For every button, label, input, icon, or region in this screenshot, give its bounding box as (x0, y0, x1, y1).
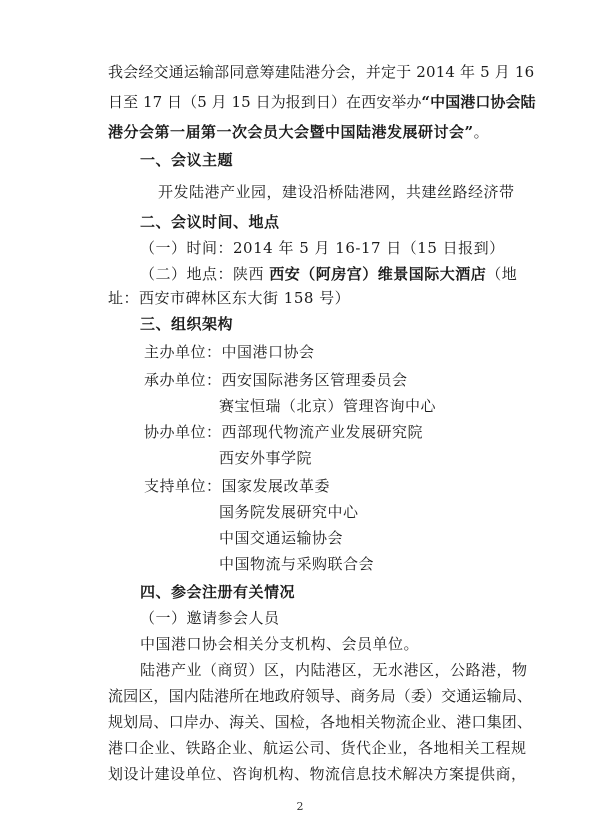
section-1-heading: 一、会议主题 (140, 151, 234, 169)
supporter-label: 支持单位： (144, 477, 222, 495)
supporter-unit: 中国物流与采购联合会 (219, 555, 375, 573)
section-1-body: 开发陆港产业园，建设沿桥陆港网，共建丝路经济带 (158, 183, 515, 201)
organizer-row-1 (144, 370, 408, 390)
meeting-venue: 西安（阿房宫）维景国际大酒店 (269, 265, 487, 283)
intro-line-1 (108, 62, 534, 82)
supporter-unit: 中国交通运输协会 (219, 529, 344, 547)
supporter-unit: 国家发展改革委 (221, 477, 331, 495)
intro-line-3 (108, 122, 489, 142)
meeting-address: 址：西安市碑林区东大街 158 号） (108, 289, 351, 307)
meeting-place (140, 264, 517, 284)
invitee-line: 规划局、口岸办、海关、国检，各地相关物流企业、港口集团、 (108, 713, 533, 731)
section-4-subheading: （一）邀请参会人员 (140, 609, 280, 627)
section-3-heading: 三、组织架构 (140, 315, 234, 333)
intro-line-3-end: 。 (473, 123, 490, 141)
page-number: 2 (296, 800, 304, 813)
supporter-unit: 国务院发展研究中心 (219, 503, 359, 521)
co-organizer-unit: 西安外事学院 (219, 449, 313, 467)
co-organizer-row-1 (144, 422, 423, 442)
organizer-unit: 赛宝恒瑞（北京）管理咨询中心 (219, 397, 437, 415)
invitee-line: 港口企业、铁路企业、航运公司、货代企业，各地相关工程规 (108, 739, 527, 757)
organizer-label: 承办单位： (144, 371, 222, 389)
co-organizer-unit: 西部现代物流产业发展研究院 (221, 423, 424, 441)
meeting-title-part-1: “中国港口协会陆 (421, 93, 536, 111)
invitee-line: 陆港产业（商贸）区，内陆港区，无水港区，公路港，物 (140, 661, 528, 679)
invitee-line: 划设计建设单位、咨询机构、物流信息技术解决方案提供商， (108, 765, 527, 783)
host-label: 主办单位： (144, 343, 222, 361)
host-row (144, 342, 315, 362)
section-4-heading: 四、参会注册有关情况 (140, 583, 296, 601)
meeting-title-part-2: 港分会第一届第一次会员大会暨中国陆港发展研讨会” (108, 123, 474, 141)
section-2-heading: 二、会议时间、地点 (140, 213, 280, 231)
meeting-place-tail: （地 (486, 265, 518, 283)
invitee-paragraph-1: 中国港口协会相关分支机构、会员单位。 (140, 635, 420, 653)
intro-line-2 (108, 92, 536, 112)
invitee-line: 流园区，国内陆港所在地政府领导、商务局（委）交通运输局、 (108, 687, 533, 705)
organizer-unit: 西安国际港务区管理委员会 (221, 371, 408, 389)
supporter-row-1 (144, 476, 330, 496)
intro-line-1-text: 我会经交通运输部同意筹建陆港分会，并定于 2014 年 5 月 16 (108, 63, 535, 81)
intro-line-2-text: 日至 17 日（5 月 15 日为报到日）在西安举办 (108, 93, 422, 111)
co-organizer-label: 协办单位： (144, 423, 222, 441)
host-unit: 中国港口协会 (221, 343, 315, 361)
meeting-time: （一）时间：2014 年 5 月 16-17 日（15 日报到） (140, 239, 505, 257)
meeting-place-label: （二）地点：陕西 (140, 265, 270, 283)
